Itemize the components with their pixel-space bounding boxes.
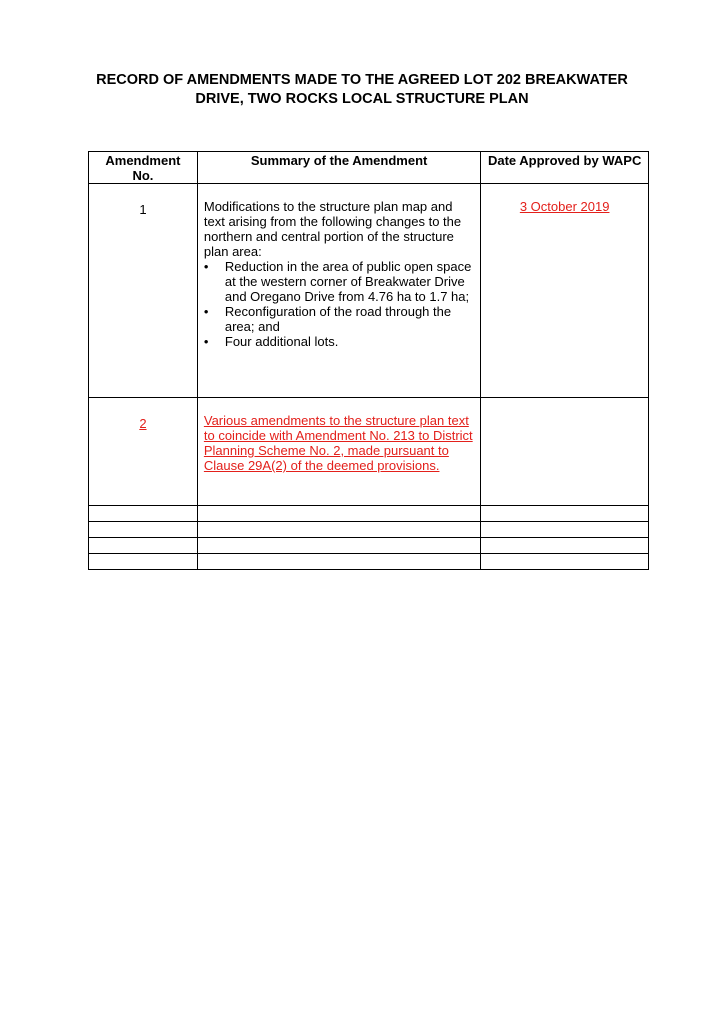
amendment-number: 1 — [89, 184, 198, 398]
header-amendment-no-line1: Amendment — [105, 153, 181, 168]
summary-intro: Modifications to the structure plan map and text arising from the following changes to the northern and central portion of the structure plan area: — [203, 199, 462, 259]
header-amendment-no — [89, 152, 198, 184]
table-row — [89, 398, 649, 506]
empty-table-row — [89, 538, 649, 554]
empty-cell — [481, 554, 649, 570]
header-date-approved: Date Approved by WAPC — [481, 152, 649, 184]
empty-cell — [481, 538, 649, 554]
empty-cell — [89, 554, 198, 570]
document-title — [60, 71, 664, 109]
header-summary: Summary of the Amendment — [197, 152, 480, 184]
date-approved-value: 3 October 2019 — [519, 199, 610, 214]
summary-bullet: • Reduction in the area of public open space at the western corner of Breakwater Drive and Oregano Drive from 4.76 ha to 1.7 ha; — [204, 259, 474, 304]
summary-bullet: • Four additional lots. — [204, 334, 474, 349]
empty-cell — [481, 506, 649, 522]
empty-cell — [197, 538, 480, 554]
amendment-summary — [197, 184, 480, 398]
table-header-row — [89, 152, 649, 184]
amendment-summary — [197, 398, 480, 506]
empty-cell — [481, 522, 649, 538]
header-amendment-no-line2: No. — [132, 168, 154, 183]
amendments-table — [88, 151, 649, 570]
summary-bullet: • Reconfiguration of the road through the area; and — [204, 304, 474, 334]
amendment-number — [89, 398, 198, 506]
table-row — [89, 184, 649, 398]
title-line-2: DRIVE, TWO ROCKS LOCAL STRUCTURE PLAN — [195, 91, 529, 107]
date-approved — [481, 184, 649, 398]
amendment-number-value: 2 — [139, 416, 147, 431]
empty-table-row — [89, 506, 649, 522]
empty-cell — [197, 522, 480, 538]
summary-text: Various amendments to the structure plan text to coincide with Amendment No. 213 to District Planning Scheme No. 2, made pursuant to Clause 29A(2) of the deemed provisions. — [203, 413, 473, 473]
summary-bullet-list — [204, 259, 474, 349]
empty-table-row — [89, 522, 649, 538]
title-line-1: RECORD OF AMENDMENTS MADE TO THE AGREED LOT 202 BREAKWATER — [96, 72, 628, 88]
empty-cell — [89, 522, 198, 538]
date-approved — [481, 398, 649, 506]
empty-table-row — [89, 554, 649, 570]
empty-cell — [197, 554, 480, 570]
empty-cell — [197, 506, 480, 522]
empty-cell — [89, 506, 198, 522]
empty-cell — [89, 538, 198, 554]
